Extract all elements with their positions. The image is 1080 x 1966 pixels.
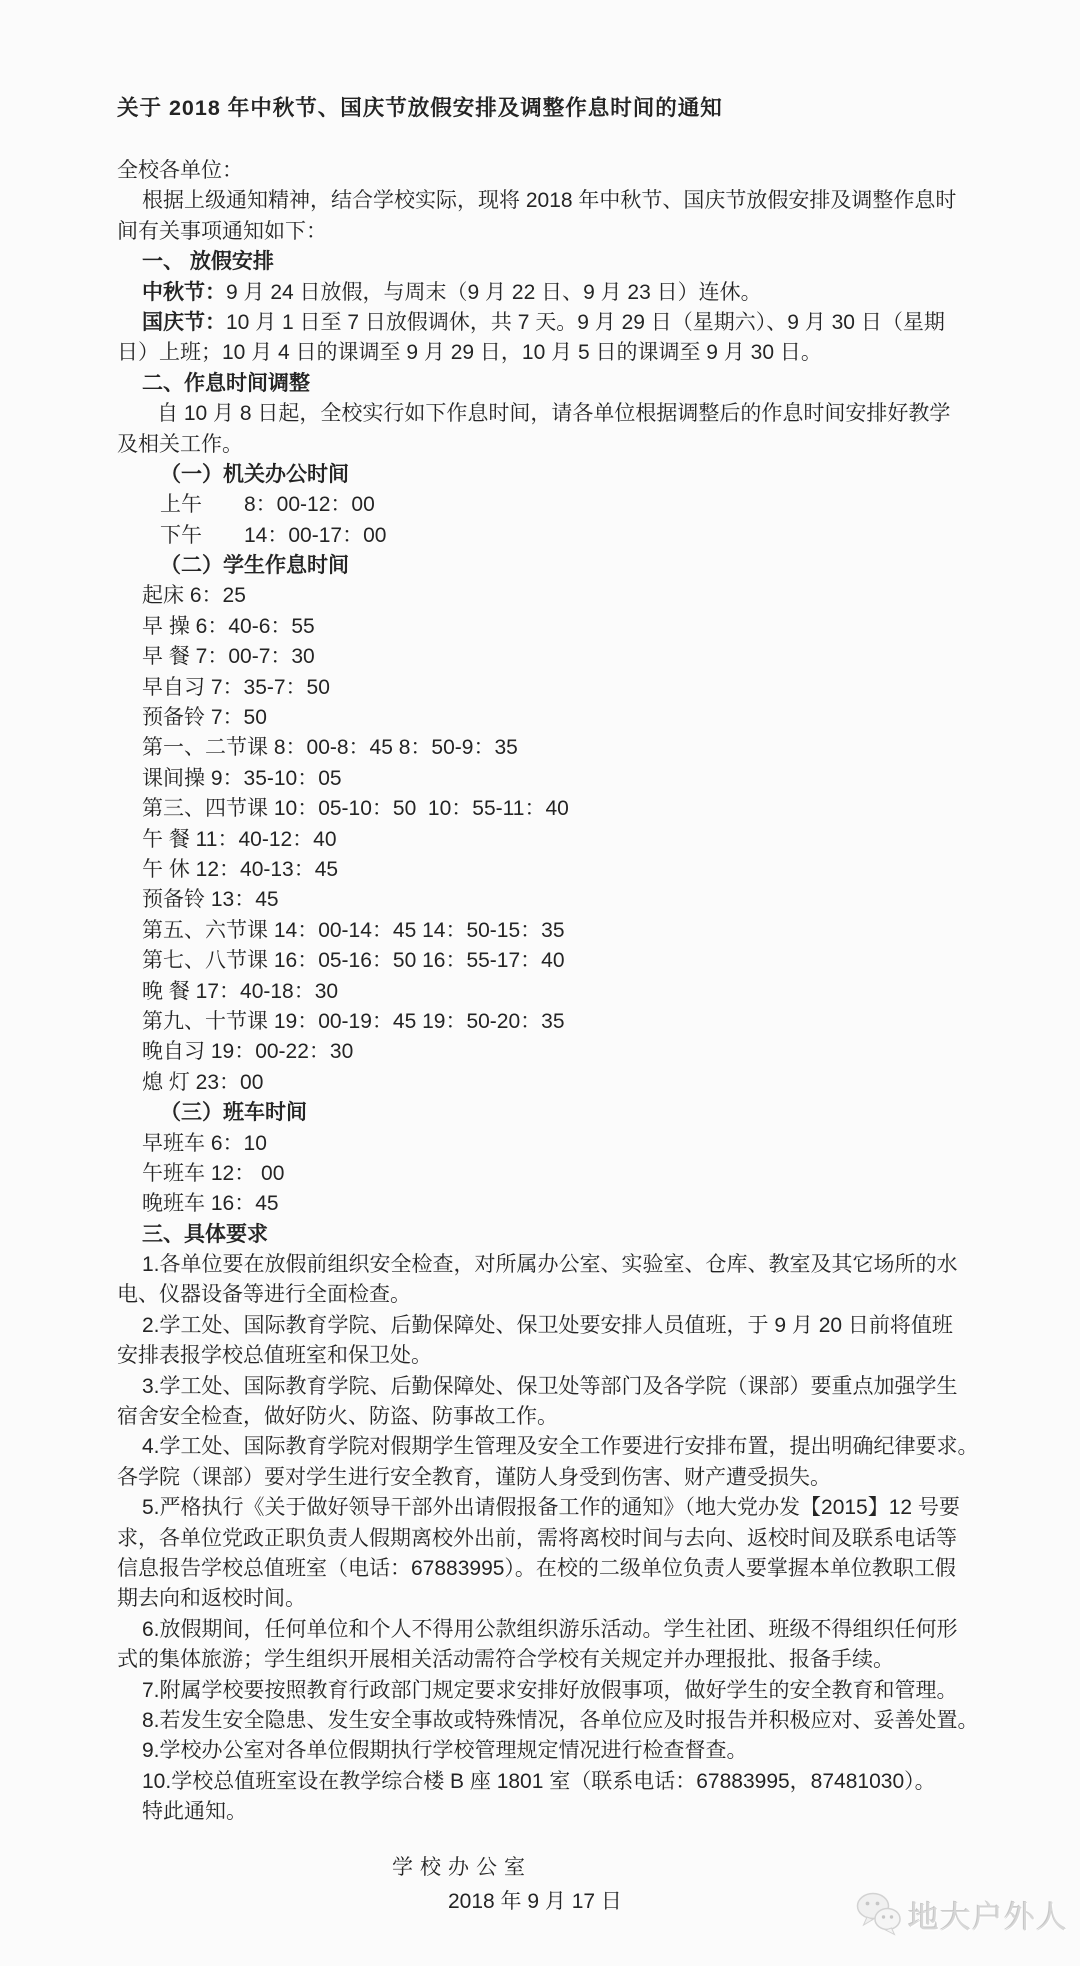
wechat-icon (856, 1891, 902, 1937)
text-line: 第九、十节课 19：00-19：45 19：50-20：35 (142, 1009, 565, 1033)
text-line: 1.各单位要在放假前组织安全检查，对所属办公室、实验室、仓库、教室及其它场所的水 (142, 1253, 958, 1277)
text-line: 2.学工处、国际教育学院、后勤保障处、保卫处要安排人员值班，于 9 月 20 日前将值班 (142, 1313, 953, 1337)
text-line: 自 10 月 8 日起，全校实行如下作息时间，请各单位根据调整后的作息时间安排好教学 (157, 402, 951, 426)
document-body (117, 156, 1022, 1827)
watermark-text: 地大户外人 (908, 1899, 1068, 1935)
text-line: 5.严格执行《关于做好领导干部外出请假报备工作的通知》（地大党办发【2015】12 号要 (142, 1496, 960, 1520)
text-line: 及相关工作。 (117, 432, 243, 456)
text-line: 3.学工处、国际教育学院、后勤保障处、保卫处等部门及各学院（课部）要重点加强学生 (142, 1374, 958, 1398)
text-line: 7.附属学校要按照教育行政部门规定要求安排好放假事项，做好学生的安全教育和管理。 (142, 1678, 958, 1702)
text-line: 全校各单位： (117, 159, 243, 182)
text-line: 8.若发生安全隐患、发生安全事故或特殊情况，各单位应及时报告并积极应对、妥善处置。 (142, 1708, 979, 1732)
text-line: 三、具体要求 (142, 1222, 268, 1246)
text-line: 第五、六节课 14：00-14：45 14：50-15：35 (142, 918, 565, 942)
text-line: 预备铃 7：50 (142, 706, 267, 730)
text-line: 根据上级通知精神，结合学校实际，现将 2018 年中秋节、国庆节放假安排及调整作息时 (142, 189, 957, 213)
text-line: （二）学生作息时间 (160, 554, 349, 578)
text-line: 安排表报学校总值班室和保卫处。 (117, 1344, 432, 1368)
text-line: 式的集体旅游；学生组织开展相关活动需符合学校有关规定并办理报批、报备手续。 (117, 1648, 894, 1672)
text-line: 各学院（课部）要对学生进行安全教育，谨防人身受到伤害、财产遭受损失。 (117, 1465, 831, 1489)
text-line: 9.学校办公室对各单位假期执行学校管理规定情况进行检查督查。 (142, 1739, 748, 1763)
text-line: 求，各单位党政正职负责人假期离校外出前，需将离校时间与去向、返校时间及联系电话等 (117, 1526, 957, 1550)
page-title: 关于 2018 年中秋节、国庆节放假安排及调整作息时间的通知 (117, 96, 723, 120)
text-line: 晚 餐 17：40-18：30 (142, 979, 339, 1003)
text-line: 一、 放假安排 (142, 250, 274, 274)
text-line: 10.学校总值班室设在教学综合楼 B 座 1801 室（联系电话：67883995，87481030）。 (142, 1769, 936, 1793)
watermark (856, 1891, 1068, 1937)
text-line: 预备铃 13：45 (142, 888, 279, 912)
text-line: 起床 6：25 (142, 584, 246, 608)
text-line: （三）班车时间 (160, 1101, 307, 1125)
signature-date: 2018 年 9 月 17 日 (448, 1890, 622, 1913)
text-line: 中秋节：9 月 24 日放假，与周末（9 月 22 日、9 月 23 日）连休。 (142, 280, 762, 304)
text-line: 第一、二节课 8：00-8：45 8：50-9：35 (142, 736, 518, 760)
text-line: 晚班车 16：45 (142, 1192, 279, 1216)
text-line: 宿舍安全检查，做好防火、防盗、防事故工作。 (117, 1405, 558, 1429)
text-line: 早班车 6：10 (142, 1131, 267, 1155)
text-line: 熄 灯 23：00 (142, 1070, 264, 1094)
text-line: 午 休 12：40-13：45 (142, 857, 339, 881)
text-line: （一）机关办公时间 (160, 462, 349, 486)
text-line: 6.放假期间，任何单位和个人不得用公款组织游乐活动。学生社团、班级不得组织任何形 (142, 1617, 958, 1641)
text-line: 4.学工处、国际教育学院对假期学生管理及安全工作要进行安排布置，提出明确纪律要求。 (142, 1435, 979, 1459)
text-line: 信息报告学校总值班室（电话：67883995）。在校的二级单位负责人要掌握本单位教职工假 (117, 1556, 956, 1580)
text-line: 国庆节：10 月 1 日至 7 日放假调休，共 7 天。9 月 29 日（星期六）、9 月 30 日（星期 (142, 310, 945, 334)
signature-org: 学校办公室 (392, 1856, 532, 1879)
text-line: 早 操 6：40-6：55 (142, 614, 315, 638)
text-line: 期去向和返校时间。 (117, 1587, 306, 1611)
text-line: 午班车 12： 00 (142, 1161, 285, 1185)
text-line: 早自习 7：35-7：50 (142, 675, 330, 699)
text-line: 早 餐 7：00-7：30 (142, 645, 315, 669)
text-line: 课间操 9：35-10：05 (142, 766, 342, 790)
text-line: 特此通知。 (142, 1800, 247, 1824)
text-line: 二、作息时间调整 (142, 371, 310, 395)
text-line: 日）上班；10 月 4 日的课调至 9 月 29 日，10 月 5 日的课调至 9 月 30 日。 (117, 341, 822, 365)
text-line: 间有关事项通知如下： (117, 219, 327, 243)
text-line: 晚自习 19：00-22：30 (142, 1040, 354, 1064)
text-line: 第七、八节课 16：05-16：50 16：55-17：40 (142, 949, 565, 973)
text-line: 电、仪器设备等进行全面检查。 (117, 1283, 411, 1307)
text-line: 下午 14：00-17：00 (160, 523, 387, 547)
text-line: 上午 8：00-12：00 (160, 493, 375, 517)
text-line: 第三、四节课 10：05-10：50 10：55-11：40 (142, 797, 569, 821)
text-line: 午 餐 11：40-12：40 (142, 827, 337, 851)
